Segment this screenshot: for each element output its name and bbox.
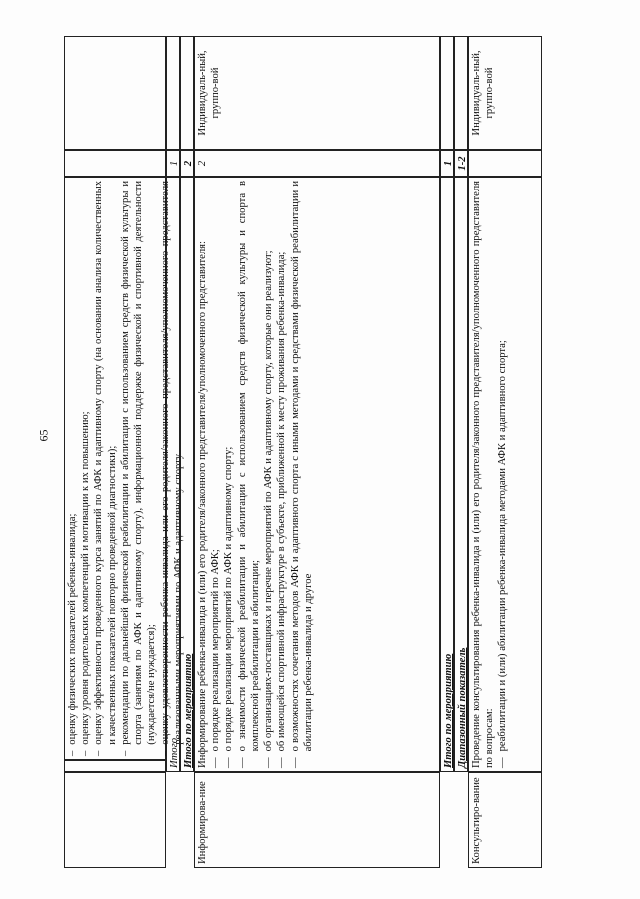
list-item-text: о возможностях сочетания методов АФК и адаптивного спорта с иными методами и средствами физической реабилитации и абилитации ребенка-инвалида и другое: [289, 181, 314, 752]
list-item-text: оценку эффективности проведенного курса занятий по АФК и адаптивному спорту (на основании анализа количественных и качественных показателей повторно проведенной диагностики);: [93, 181, 118, 745]
list-item: [262, 181, 275, 768]
monitoring-value: [64, 150, 166, 177]
diapazon-form: [454, 36, 468, 150]
list-item: [79, 181, 92, 756]
list-item-text: оценку удовлетворенности ребенка-инвалида или его родителя/законного представителя/уполномоченного представителя реализованными мероприятиями по АФК и адаптивному спорту: [159, 181, 184, 745]
page-number: 65: [36, 429, 51, 442]
diapazon-value: 1-2: [454, 150, 468, 177]
list-item: [275, 181, 288, 768]
itogo-meropriyatiyu-value: 2: [180, 150, 194, 177]
list-item-text: о порядке реализации мероприятий по АФК;: [210, 549, 222, 752]
activity-cell-1: [64, 772, 166, 868]
list-item-text: рекомендации по дальнейшей физической реабилитации и абилитации с использованием средств физической культуры и спорта (занятиям по АФК и адаптивному спорту), информационной поддержке физической и спортивной деятельности (нуждается/не нуждается);: [119, 181, 158, 745]
informing-form: Индивидуаль-ный, группо-вой: [194, 36, 440, 150]
itogo-meropriyatiyu-2-form: [440, 36, 454, 150]
monitoring-form: [64, 36, 166, 150]
list-item: [66, 181, 79, 756]
list-item-text: об имеющейся спортивной инфраструктуре в субъекте, приближенной к месту проживания ребенка-инвалида;: [276, 251, 288, 752]
list-item: [236, 181, 262, 768]
dash-marker: —: [289, 757, 301, 768]
itogo-meropriyatiyu-label: Итого по мероприятию: [180, 177, 194, 772]
dash-marker: –: [159, 750, 171, 756]
list-item-text: об организациях-поставщиках и перечне мероприятий по АФК и адаптивному спорту, которые они реализуют;: [263, 250, 275, 752]
informing-intro: Информирование ребенка-инвалида и (или) его родителя/законного представителя/уполномоченного представителя:: [197, 241, 208, 768]
dash-marker: –: [67, 750, 78, 756]
list-item: [222, 181, 235, 768]
list-item-text: реабилитации и (или) абилитации ребенка-инвалида методами АФК и адаптивного спорта;: [497, 340, 509, 752]
itogo-form: [166, 36, 180, 150]
informing-value: 2: [194, 150, 440, 177]
informing-name: Информирова-ние: [194, 772, 440, 868]
dash-marker: –: [93, 750, 105, 756]
list-item-text: оценку физических показателей ребенка-инвалида;: [67, 513, 78, 745]
list-item-text: оценку уровня родительских компетенций и мотивации к их повышению;: [80, 411, 92, 745]
list-item: [209, 181, 222, 768]
dash-marker: —: [497, 757, 509, 768]
itogo-label: Итого: [166, 177, 180, 772]
consulting-items-list: [496, 181, 509, 768]
list-item: [92, 181, 118, 756]
list-item: [289, 181, 315, 768]
itogo-meropriyatiyu-2-value: 1: [440, 150, 454, 177]
dash-marker: —: [263, 757, 275, 768]
dash-marker: –: [119, 750, 131, 756]
dash-marker: —: [276, 757, 288, 768]
consulting-content: [468, 177, 542, 772]
list-item-text: о значимости физической реабилитации и абилитации с использованием средств физической культуры и спорта в комплексной реабилитации и абилитации;: [236, 181, 261, 752]
spacer-cell-1: [64, 760, 166, 772]
dash-marker: —: [210, 757, 222, 768]
list-item: [119, 181, 159, 756]
list-item: [496, 181, 509, 768]
consulting-form: Индивидуаль-ный, группо-вой: [468, 36, 542, 150]
consulting-name: Консультиро-вание: [468, 772, 542, 868]
diapazon-label: Диапазонный показатель: [454, 177, 468, 772]
consulting-intro: Проведение консультирования ребенка-инвалида и (или) его родителя/законного представителя/уполномоченного представителя по вопросам:: [471, 181, 496, 768]
consulting-value: [468, 150, 542, 177]
landscape-table: [64, 38, 542, 868]
itogo-value: 1: [166, 150, 180, 177]
dash-marker: —: [236, 757, 248, 768]
dash-marker: —: [223, 757, 235, 768]
itogo-meropriyatiyu-2-label: Итого по мероприятию: [440, 177, 454, 772]
informing-content: [194, 177, 440, 772]
itogo-meropriyatiyu-form: [180, 36, 194, 150]
dash-marker: –: [80, 750, 92, 756]
list-item-text: о порядке реализации мероприятий по АФК и адаптивному спорту;: [223, 446, 235, 752]
informing-items-list: [209, 181, 315, 768]
